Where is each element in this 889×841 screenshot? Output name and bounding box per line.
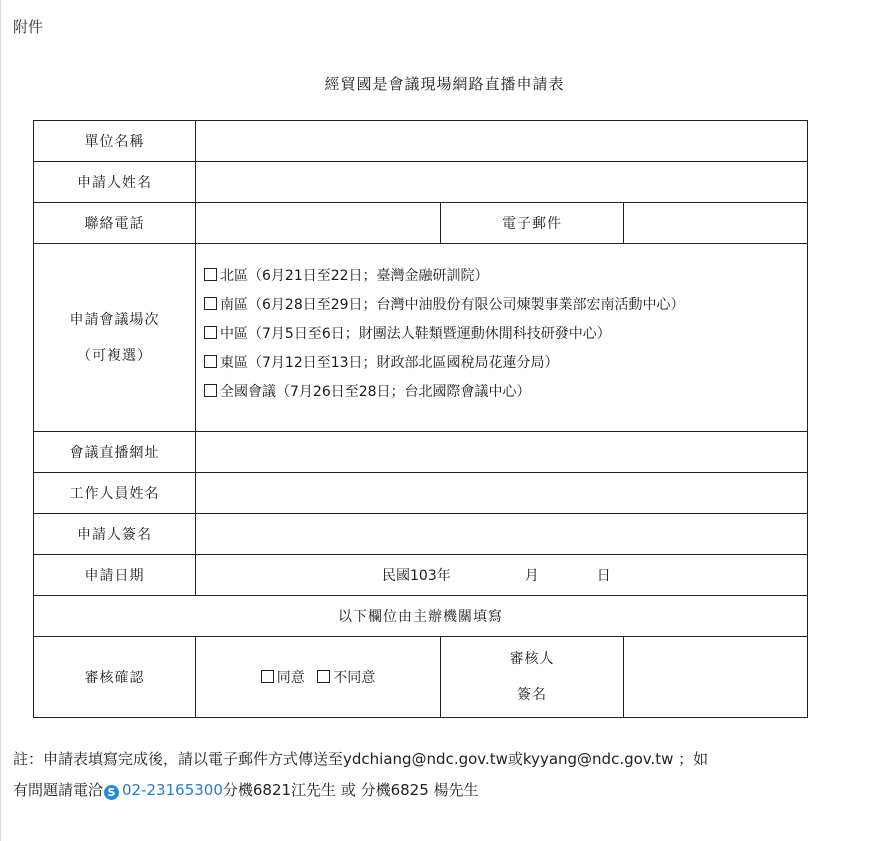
applicant-name-field[interactable] — [196, 162, 808, 203]
signature-label: 申請人簽名 — [34, 514, 196, 555]
checkbox[interactable] — [204, 297, 217, 310]
reviewer-label-cell — [441, 637, 624, 718]
row-sessions — [34, 244, 808, 432]
staff-name-label: 工作人員姓名 — [34, 473, 196, 514]
checkbox[interactable] — [261, 670, 274, 683]
page-left-border — [0, 0, 1, 841]
staff-name-field[interactable] — [196, 473, 808, 514]
phone-label: 聯絡電話 — [34, 203, 196, 244]
sessions-label: 申請會議場次 — [69, 311, 160, 328]
disagree-option[interactable]: 不同意 — [317, 667, 375, 687]
attachment-label: 附件 — [13, 18, 44, 36]
reviewer-sign-field[interactable] — [624, 637, 808, 718]
unit-name-field[interactable] — [196, 121, 808, 162]
row-contact — [34, 203, 808, 244]
phone-link[interactable]: 02-23165300 — [122, 781, 223, 799]
review-options — [196, 637, 441, 718]
stream-url-field[interactable] — [196, 432, 808, 473]
applicant-name-label: 申請人姓名 — [34, 162, 196, 203]
application-form-table — [33, 120, 808, 718]
organizer-note: 以下欄位由主辦機關填寫 — [34, 596, 808, 637]
row-stream-url — [34, 432, 808, 473]
sessions-label-cell — [34, 244, 196, 432]
footnote-line-1: 註：申請表填寫完成後，請以電子郵件方式傳送至ydchiang@ndc.gov.tw或kyyang@ndc.gov.tw ；如 — [13, 750, 709, 768]
session-option[interactable]: 中區（7月5日至6日；財團法人鞋類暨運動休閒科技研發中心） — [204, 320, 807, 349]
row-signature — [34, 514, 808, 555]
review-label: 審核確認 — [34, 637, 196, 718]
stream-url-label: 會議直播網址 — [34, 432, 196, 473]
footnote-line-2: 有問題請電洽 S 02-23165300分機6821江先生 或 分機6825 楊先生 — [13, 781, 479, 799]
email-field[interactable] — [624, 203, 808, 244]
unit-name-label: 單位名稱 — [34, 121, 196, 162]
agree-option[interactable]: 同意 — [261, 667, 305, 687]
session-option[interactable]: 南區（6月28日至29日；台灣中油股份有限公司煉製事業部宏南活動中心） — [204, 291, 807, 320]
sessions-options — [196, 244, 808, 432]
row-review — [34, 637, 808, 718]
apply-date-field[interactable] — [196, 555, 808, 596]
session-option[interactable]: 北區（6月21日至22日；臺灣金融研訓院） — [204, 262, 807, 291]
date-month: 月 — [524, 568, 539, 584]
row-apply-date — [34, 555, 808, 596]
signature-field[interactable] — [196, 514, 808, 555]
footnote — [13, 744, 873, 806]
session-option[interactable]: 東區（7月12日至13日；財政部北區國稅局花蓮分局） — [204, 349, 807, 378]
apply-date-label: 申請日期 — [34, 555, 196, 596]
row-unit-name — [34, 121, 808, 162]
checkbox[interactable] — [204, 326, 217, 339]
reviewer-sign-label: 簽名 — [517, 687, 547, 703]
email-label: 電子郵件 — [441, 203, 624, 244]
checkbox[interactable] — [204, 384, 217, 397]
form-title: 經貿國是會議現場網路直播申請表 — [324, 75, 565, 93]
sessions-multi-select-hint: （可複選） — [77, 347, 152, 364]
reviewer-label: 審核人 — [509, 651, 555, 667]
session-option[interactable]: 全國會議（7月26日至28日；台北國際會議中心） — [204, 378, 807, 407]
phone-field[interactable] — [196, 203, 441, 244]
checkbox[interactable] — [204, 268, 217, 281]
date-year: 民國103年 — [382, 568, 451, 584]
date-day: 日 — [596, 568, 611, 584]
row-organizer-note — [34, 596, 808, 637]
skype-icon[interactable]: S — [104, 785, 119, 800]
row-applicant-name — [34, 162, 808, 203]
checkbox[interactable] — [204, 355, 217, 368]
checkbox[interactable] — [317, 670, 330, 683]
row-staff-name — [34, 473, 808, 514]
